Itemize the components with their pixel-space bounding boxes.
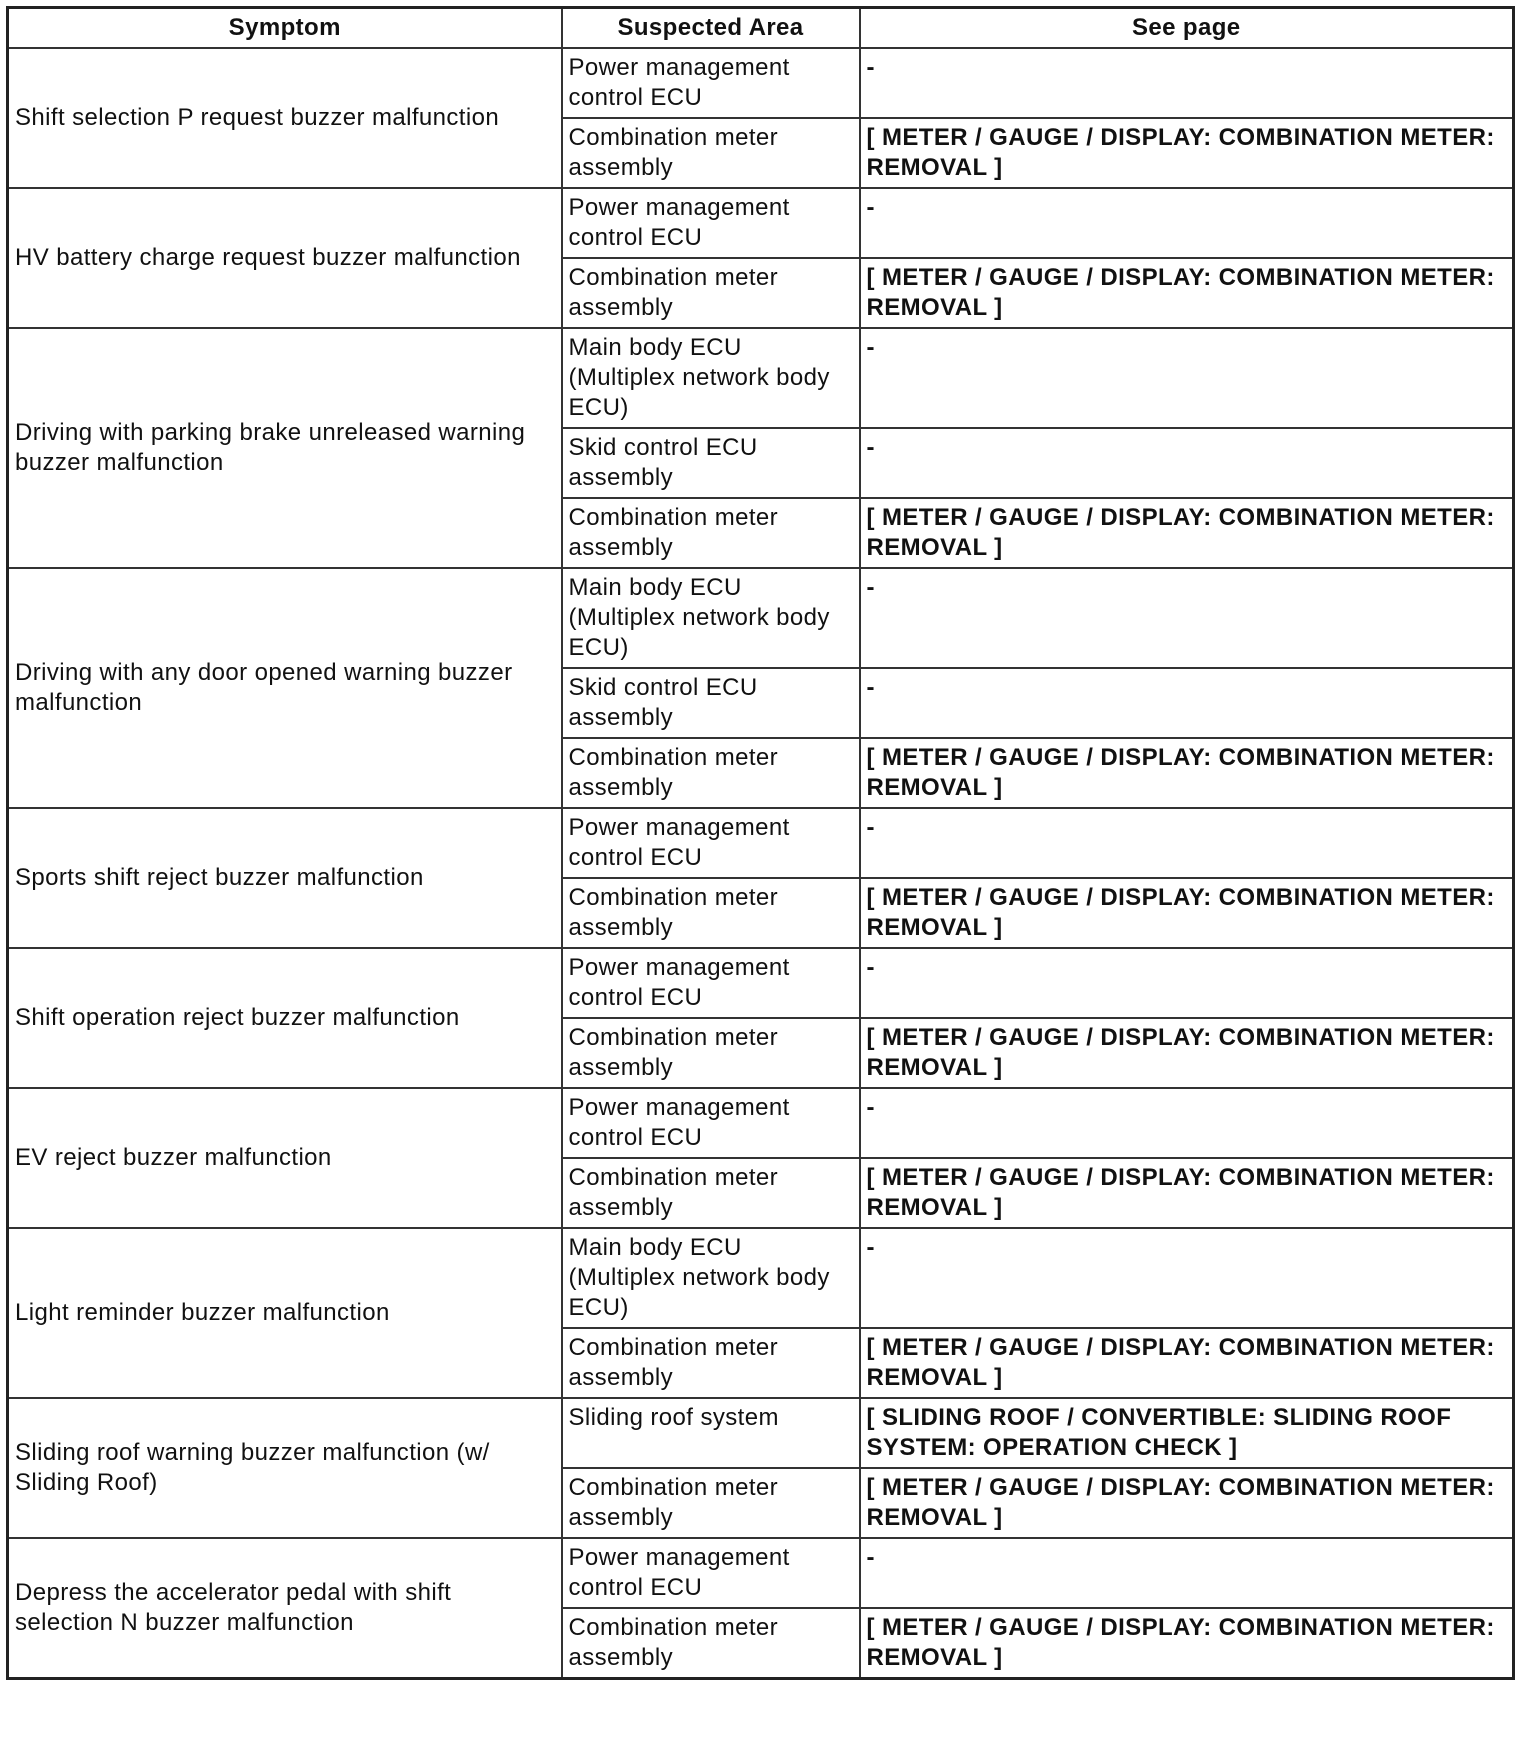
- see-page-cell: -: [860, 328, 1514, 428]
- see-page-cell: [ METER / GAUGE / DISPLAY: COMBINATION METER: REMOVAL ]: [860, 878, 1514, 948]
- table-body: [8, 48, 1514, 1679]
- see-page-cell: [ METER / GAUGE / DISPLAY: COMBINATION METER: REMOVAL ]: [860, 1328, 1514, 1398]
- symptom-cell: Shift operation reject buzzer malfunction: [8, 948, 562, 1088]
- header-row: [8, 8, 1514, 49]
- see-page-cell: -: [860, 1228, 1514, 1328]
- suspected-area-cell: Power management control ECU: [562, 188, 860, 258]
- suspected-area-cell: Main body ECU (Multiplex network body ECU): [562, 568, 860, 668]
- symptom-cell: Driving with parking brake unreleased warning buzzer malfunction: [8, 328, 562, 568]
- suspected-area-cell: Combination meter assembly: [562, 1158, 860, 1228]
- see-page-cell: [ METER / GAUGE / DISPLAY: COMBINATION METER: REMOVAL ]: [860, 738, 1514, 808]
- symptom-cell: Driving with any door opened warning buzzer malfunction: [8, 568, 562, 808]
- see-page-cell: [ METER / GAUGE / DISPLAY: COMBINATION METER: REMOVAL ]: [860, 498, 1514, 568]
- see-page-cell: -: [860, 568, 1514, 668]
- symptom-table: [6, 6, 1515, 1680]
- table-row: [8, 1398, 1514, 1468]
- suspected-area-cell: Combination meter assembly: [562, 258, 860, 328]
- table-row: [8, 328, 1514, 428]
- suspected-area-cell: Combination meter assembly: [562, 878, 860, 948]
- symptom-cell: Sliding roof warning buzzer malfunction (w/ Sliding Roof): [8, 1398, 562, 1538]
- table-row: [8, 1088, 1514, 1158]
- header-suspected-area: Suspected Area: [562, 8, 860, 49]
- table-row: [8, 808, 1514, 878]
- see-page-cell: -: [860, 1538, 1514, 1608]
- see-page-cell: [ METER / GAUGE / DISPLAY: COMBINATION METER: REMOVAL ]: [860, 1608, 1514, 1679]
- see-page-cell: -: [860, 668, 1514, 738]
- header-symptom: Symptom: [8, 8, 562, 49]
- symptom-cell: Light reminder buzzer malfunction: [8, 1228, 562, 1398]
- suspected-area-cell: Power management control ECU: [562, 948, 860, 1018]
- symptom-cell: EV reject buzzer malfunction: [8, 1088, 562, 1228]
- table-row: [8, 188, 1514, 258]
- suspected-area-cell: Power management control ECU: [562, 48, 860, 118]
- symptom-cell: Shift selection P request buzzer malfunction: [8, 48, 562, 188]
- suspected-area-cell: Power management control ECU: [562, 1538, 860, 1608]
- see-page-cell: -: [860, 188, 1514, 258]
- suspected-area-cell: Combination meter assembly: [562, 1608, 860, 1679]
- see-page-cell: -: [860, 808, 1514, 878]
- table-row: [8, 1538, 1514, 1608]
- suspected-area-cell: Sliding roof system: [562, 1398, 860, 1468]
- see-page-cell: [ METER / GAUGE / DISPLAY: COMBINATION METER: REMOVAL ]: [860, 1468, 1514, 1538]
- document-page: [6, 6, 1515, 1680]
- see-page-cell: [ METER / GAUGE / DISPLAY: COMBINATION METER: REMOVAL ]: [860, 258, 1514, 328]
- suspected-area-cell: Main body ECU (Multiplex network body ECU): [562, 328, 860, 428]
- table-row: [8, 568, 1514, 668]
- symptom-cell: HV battery charge request buzzer malfunction: [8, 188, 562, 328]
- suspected-area-cell: Power management control ECU: [562, 808, 860, 878]
- suspected-area-cell: Combination meter assembly: [562, 118, 860, 188]
- suspected-area-cell: Power management control ECU: [562, 1088, 860, 1158]
- see-page-cell: [ METER / GAUGE / DISPLAY: COMBINATION METER: REMOVAL ]: [860, 118, 1514, 188]
- table-row: [8, 1228, 1514, 1328]
- suspected-area-cell: Combination meter assembly: [562, 1018, 860, 1088]
- suspected-area-cell: Combination meter assembly: [562, 498, 860, 568]
- symptom-cell: Sports shift reject buzzer malfunction: [8, 808, 562, 948]
- see-page-cell: -: [860, 1088, 1514, 1158]
- header-see-page: See page: [860, 8, 1514, 49]
- symptom-cell: Depress the accelerator pedal with shift selection N buzzer malfunction: [8, 1538, 562, 1679]
- see-page-cell: [ SLIDING ROOF / CONVERTIBLE: SLIDING ROOF SYSTEM: OPERATION CHECK ]: [860, 1398, 1514, 1468]
- see-page-cell: -: [860, 48, 1514, 118]
- see-page-cell: -: [860, 428, 1514, 498]
- see-page-cell: -: [860, 948, 1514, 1018]
- suspected-area-cell: Skid control ECU assembly: [562, 668, 860, 738]
- suspected-area-cell: Skid control ECU assembly: [562, 428, 860, 498]
- suspected-area-cell: Combination meter assembly: [562, 1328, 860, 1398]
- suspected-area-cell: Combination meter assembly: [562, 1468, 860, 1538]
- table-row: [8, 48, 1514, 118]
- see-page-cell: [ METER / GAUGE / DISPLAY: COMBINATION METER: REMOVAL ]: [860, 1018, 1514, 1088]
- suspected-area-cell: Combination meter assembly: [562, 738, 860, 808]
- see-page-cell: [ METER / GAUGE / DISPLAY: COMBINATION METER: REMOVAL ]: [860, 1158, 1514, 1228]
- suspected-area-cell: Main body ECU (Multiplex network body ECU): [562, 1228, 860, 1328]
- table-row: [8, 948, 1514, 1018]
